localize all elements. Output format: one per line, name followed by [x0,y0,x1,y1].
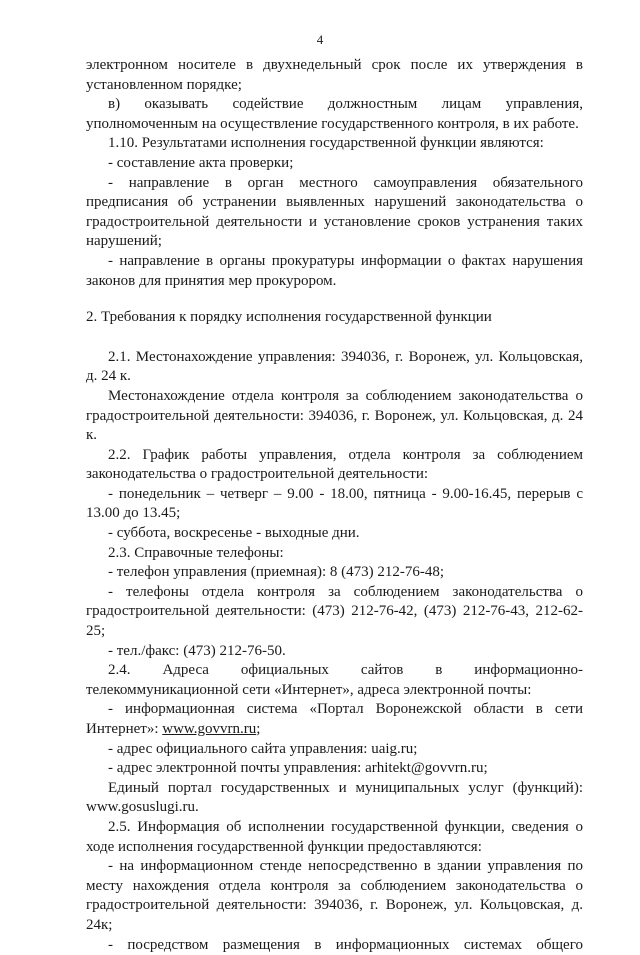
paragraph: 2.1. Местонахождение управления: 394036, г. Воронеж, ул. Кольцовская, д. 24 к. [86,348,583,385]
list-item: - составление акта проверки; [108,154,294,171]
list-item: - телефон управления (приемная): 8 (473) 212-76-48; [108,564,445,581]
list-item: - телефоны отдела контроля за соблюдением законодательства о градостроительной деятельности: (473) 212-76-42, (473) 212-76-43, 212-62-25; [86,583,583,640]
list-item: - посредством размещения в информационных системах общего [108,936,583,953]
paragraph: Местонахождение отдела контроля за соблюдением законодательства о градостроительной деятельности: 394036, г. Воронеж, ул. Кольцовская, д. 24 к. [86,387,583,444]
list-item: - направление в орган местного самоуправления обязательного предписания об устранении выявленных нарушений законодательства о градостроительной деятельности и установление сроков устранения таких нарушений; [86,174,583,250]
list-item: - адрес официального сайта управления: uaig.ru; [108,740,418,757]
list-item: - адрес электронной почты управления: arhitekt@govvrn.ru; [108,760,488,777]
list-item-text: - информационная система «Портал Воронежской области в сети Интернет»: [86,701,583,737]
document-body [86,56,583,955]
list-item: - понедельник – четверг – 9.00 - 18.00, пятница - 9.00-16.45, перерыв с 13.00 до 13.45; [86,485,583,522]
list-item: - на информационном стенде непосредственно в здании управления по месту нахождения отдела контроля за соблюдением законодательства о градостроительной деятельности: 394036, г. Воронеж, ул. Кольцовская, д. 24к; [86,858,583,933]
list-item [86,700,583,739]
list-item: - направление в органы прокуратуры информации о фактах нарушения законов для принятия мер прокурором. [86,252,583,289]
paragraph: 1.10. Результатами исполнения государственной функции являются: [108,135,544,152]
section-heading: 2. Требования к порядку исполнения государственной функции [86,309,492,326]
list-item: - тел./факс: (473) 212-76-50. [108,642,286,659]
paragraph: электронном носителе в двухнедельный срок после их утверждения в установленном порядке; [86,57,583,93]
paragraph: 2.3. Справочные телефоны: [108,544,284,561]
paragraph: в) оказывать содействие должностным лицам управления, уполномоченным на осуществление государственного контроля, в их работе. [86,96,583,132]
paragraph: Единый портал государственных и муниципальных услуг (функций): www.gosuslugi.ru. [86,779,583,816]
portal-link[interactable]: www.govvrn.ru [162,721,257,737]
paragraph: 2.5. Информация об исполнении государственной функции, сведения о ходе исполнения государственной функции предоставляются: [86,818,583,855]
paragraph: 2.2. График работы управления, отдела контроля за соблюдением законодательства о градостроительной деятельности: [86,446,583,483]
list-item: - суббота, воскресенье - выходные дни. [108,525,360,542]
list-item-punct: ; [256,721,261,737]
page-number: 4 [316,32,324,47]
paragraph: 2.4. Адреса официальных сайтов в информационно-телекоммуникационной сети «Интернет», адреса электронной почты: [86,662,583,698]
